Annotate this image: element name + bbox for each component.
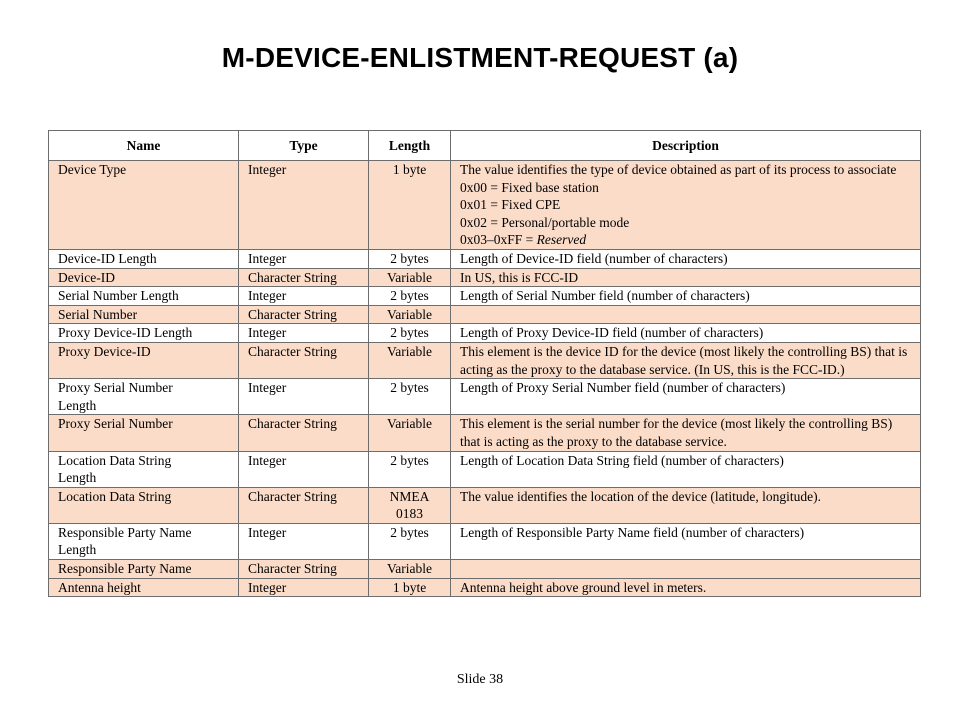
cell-length-line: 2 bytes [390, 288, 429, 304]
cell-type: Integer [239, 249, 369, 268]
table-row [49, 161, 921, 250]
cell-description [451, 560, 921, 579]
cell-length-line: 2 bytes [390, 452, 429, 468]
cell-description [451, 161, 921, 250]
cell-name-line: Length [58, 470, 97, 486]
cell-length-line: 2 bytes [390, 250, 429, 266]
cell-name [49, 161, 239, 250]
cell-description-line: 0x01 = Fixed CPE [460, 197, 561, 213]
table-row [49, 578, 921, 597]
cell-length-line: Variable [387, 416, 432, 432]
cell-description-line: 0x00 = Fixed base station [460, 179, 599, 195]
cell-length [369, 249, 451, 268]
cell-description-line: This element is the serial number for the device (most likely the controlling BS) that is acting as the proxy to the database service. [460, 416, 893, 449]
cell-length [369, 324, 451, 343]
cell-length [369, 415, 451, 451]
cell-description [451, 342, 921, 378]
cell-length [369, 305, 451, 324]
cell-length-line: 2 bytes [390, 524, 429, 540]
cell-name [49, 324, 239, 343]
cell-description-line: In US, this is FCC-ID [460, 269, 579, 285]
cell-name-line: Responsible Party Name [58, 561, 192, 577]
table-row [49, 560, 921, 579]
cell-description [451, 287, 921, 306]
cell-type: Integer [239, 324, 369, 343]
cell-length-line: 2 bytes [390, 325, 429, 341]
cell-name-line: Length [58, 397, 97, 413]
cell-name-line: Device-ID [58, 269, 115, 285]
slide-number: Slide 38 [456, 672, 504, 687]
cell-name-line: Device-ID Length [58, 250, 157, 266]
cell-description-line: Length of Device-ID field (number of characters) [460, 250, 728, 266]
cell-length [369, 342, 451, 378]
cell-name [49, 578, 239, 597]
cell-length-line: Variable [387, 343, 432, 359]
cell-length-line: 1 byte [392, 579, 427, 595]
table-row [49, 487, 921, 523]
cell-description-line: Length of Location Data String field (number of characters) [460, 452, 784, 468]
cell-description-line: Length of Responsible Party Name field (number of characters) [460, 524, 805, 540]
table-row [49, 342, 921, 378]
cell-description [451, 324, 921, 343]
cell-description-line: Length of Proxy Device-ID field (number of characters) [460, 325, 764, 341]
table-row [49, 379, 921, 415]
table-row [49, 523, 921, 559]
cell-type: Character String [239, 268, 369, 287]
table-row [49, 249, 921, 268]
cell-type: Character String [239, 560, 369, 579]
cell-type: Integer [239, 578, 369, 597]
cell-name-line: Proxy Serial Number [58, 380, 173, 396]
cell-length-line: 2 bytes [390, 380, 429, 396]
cell-description-line [460, 231, 911, 249]
cell-description [451, 249, 921, 268]
table-container [48, 130, 920, 597]
table-row [49, 324, 921, 343]
cell-name [49, 451, 239, 487]
cell-name-line: Serial Number [58, 306, 138, 322]
cell-type: Character String [239, 415, 369, 451]
column-header-length: Length [369, 131, 451, 161]
cell-type: Character String [239, 305, 369, 324]
cell-length [369, 523, 451, 559]
reserved-range-code: 0x03–0xFF = [460, 232, 537, 248]
cell-name [49, 523, 239, 559]
table-header-row [49, 131, 921, 161]
table-row [49, 287, 921, 306]
cell-name-line: Proxy Serial Number [58, 416, 173, 432]
cell-description-line: Length of Proxy Serial Number field (number of characters) [460, 380, 786, 396]
reserved-label: Reserved [536, 232, 587, 248]
cell-name [49, 415, 239, 451]
cell-description [451, 268, 921, 287]
cell-description-line: The value identifies the type of device obtained as part of its process to associate [460, 162, 897, 177]
cell-name [49, 268, 239, 287]
cell-name-line: Antenna height [58, 579, 141, 595]
cell-name-line: Proxy Device-ID [58, 343, 151, 359]
cell-description [451, 523, 921, 559]
column-header-description: Description [451, 131, 921, 161]
cell-type: Character String [239, 342, 369, 378]
cell-length-line: 0183 [396, 506, 423, 522]
cell-type: Integer [239, 523, 369, 559]
cell-type: Character String [239, 487, 369, 523]
cell-type: Integer [239, 451, 369, 487]
cell-name [49, 560, 239, 579]
cell-name [49, 487, 239, 523]
cell-name [49, 342, 239, 378]
cell-length-line: 1 byte [392, 162, 427, 177]
cell-length [369, 287, 451, 306]
column-header-name: Name [49, 131, 239, 161]
cell-name-line: Serial Number Length [58, 288, 179, 304]
cell-description-line: Antenna height above ground level in meters. [460, 579, 707, 595]
cell-description-line: Length of Serial Number field (number of characters) [460, 288, 750, 304]
cell-name [49, 249, 239, 268]
cell-name-line: Location Data String [58, 488, 172, 504]
column-header-type: Type [239, 131, 369, 161]
cell-length-line: Variable [387, 306, 432, 322]
cell-description [451, 451, 921, 487]
table-row [49, 415, 921, 451]
cell-description-line: This element is the device ID for the device (most likely the controlling BS) that is acting as the proxy to the database service. (In US, this is the FCC-ID.) [460, 343, 908, 377]
table-row [49, 451, 921, 487]
table-row [49, 268, 921, 287]
cell-length-line: Variable [387, 561, 432, 577]
cell-length [369, 379, 451, 415]
cell-length-line: Variable [387, 269, 432, 285]
cell-length [369, 161, 451, 250]
cell-name [49, 305, 239, 324]
cell-name-line: Device Type [58, 162, 127, 177]
cell-name-line: Proxy Device-ID Length [58, 325, 193, 341]
cell-name [49, 379, 239, 415]
cell-length [369, 268, 451, 287]
cell-length [369, 578, 451, 597]
cell-type: Integer [239, 287, 369, 306]
cell-description [451, 487, 921, 523]
cell-description [451, 305, 921, 324]
cell-length [369, 487, 451, 523]
parameter-table [48, 130, 921, 597]
table-body [49, 161, 921, 597]
cell-length-line: NMEA [389, 488, 430, 504]
cell-description-line: 0x02 = Personal/portable mode [460, 214, 630, 230]
cell-type: Integer [239, 161, 369, 250]
cell-name [49, 287, 239, 306]
cell-name-line: Responsible Party Name [58, 524, 192, 540]
slide-title: M-DEVICE-ENLISTMENT-REQUEST (a) [221, 42, 739, 73]
cell-length [369, 560, 451, 579]
cell-name-line: Location Data String [58, 452, 172, 468]
cell-type: Integer [239, 379, 369, 415]
cell-description [451, 578, 921, 597]
table-row [49, 305, 921, 324]
cell-description [451, 379, 921, 415]
cell-description-line: The value identifies the location of the device (latitude, longitude). [460, 488, 821, 504]
cell-length [369, 451, 451, 487]
cell-name-line: Length [58, 542, 97, 558]
cell-description [451, 415, 921, 451]
